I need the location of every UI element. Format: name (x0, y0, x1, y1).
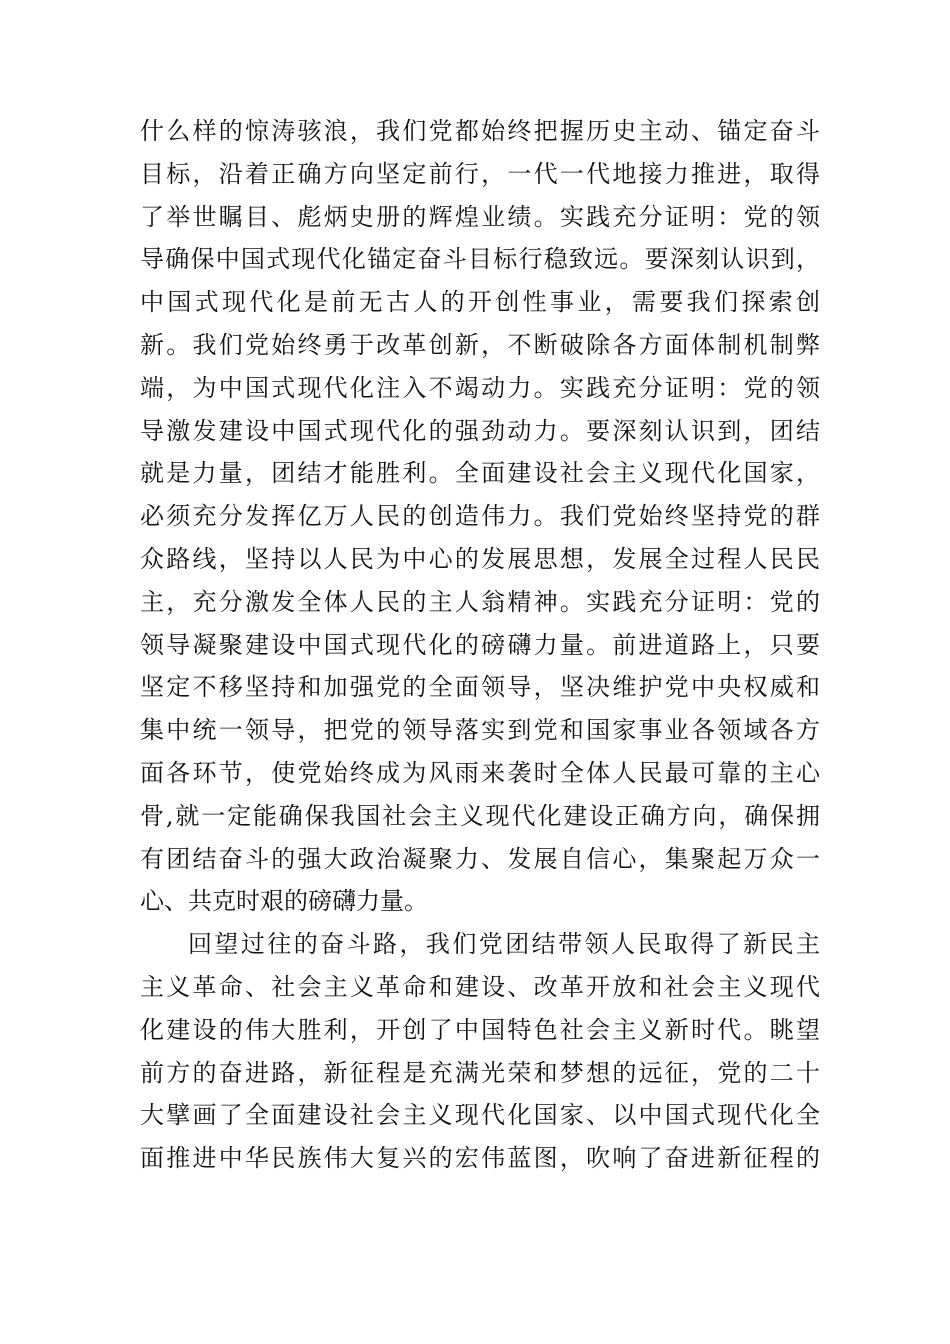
text-line: 什么样的惊涛骇浪，我们党都始终把握历史主动、锚定奋斗 (140, 117, 820, 145)
text-line: 领导凝聚建设中国式现代化的磅礴力量。前进道路上，只要 (140, 630, 820, 659)
text-line: 面推进中华民族伟大复兴的宏伟蓝图，吹响了奋进新征程的 (140, 1144, 820, 1173)
text-line: 主义革命、社会主义革命和建设、改革开放和社会主义现代 (140, 972, 820, 1001)
text-line: 就是力量，团结才能胜利。全面建设社会主义现代化国家， (140, 459, 820, 488)
text-line: 大擘画了全面建设社会主义现代化国家、以中国式现代化全 (140, 1101, 820, 1130)
text-line: 导确保中国式现代化锚定奋斗目标行稳致远。要深刻认识到， (140, 245, 820, 274)
text-line: 坚定不移坚持和加强党的全面领导，坚决维护党中央权威和 (140, 673, 820, 702)
text-line: 端，为中国式现代化注入不竭动力。实践充分证明：党的领 (140, 373, 820, 402)
text-line: 导激发建设中国式现代化的强劲动力。要深刻认识到，团结 (140, 416, 820, 445)
paragraph-2 (140, 923, 820, 1180)
text-line: 前方的奋进路，新征程是充满光荣和梦想的远征，党的二十 (140, 1058, 820, 1087)
body-text (140, 110, 820, 1180)
text-line: 骨,就一定能确保我国社会主义现代化建设正确方向，确保拥 (140, 801, 820, 830)
text-line: 中国式现代化是前无古人的开创性事业，需要我们探索创 (140, 288, 820, 317)
text-line: 目标，沿着正确方向坚定前行，一代一代地接力推进，取得 (140, 159, 820, 188)
text-line: 面各环节，使党始终成为风雨来袭时全体人民最可靠的主心 (140, 758, 820, 787)
text-line: 主，充分激发全体人民的主人翁精神。实践充分证明：党的 (140, 587, 820, 616)
text-line: 新。我们党始终勇于改革创新，不断破除各方面体制机制弊 (140, 330, 820, 359)
text-line: 了举世瞩目、彪炳史册的辉煌业绩。实践充分证明：党的领 (140, 202, 820, 231)
text-line: 集中统一领导，把党的领导落实到党和国家事业各领域各方 (140, 716, 820, 745)
text-line: 必须充分发挥亿万人民的创造伟力。我们党始终坚持党的群 (140, 502, 820, 531)
text-line: 众路线，坚持以人民为中心的发展思想，发展全过程人民民 (140, 544, 820, 573)
text-line: 心、共克时艰的磅礴力量。 (140, 887, 428, 916)
text-line: 化建设的伟大胜利，开创了中国特色社会主义新时代。眺望 (140, 1015, 820, 1044)
text-line: 回望过往的奋斗路，我们党团结带领人民取得了新民主 (188, 930, 820, 959)
text-line: 有团结奋斗的强大政治凝聚力、发展自信心，集聚起万众一 (140, 844, 820, 873)
paragraph-1 (140, 110, 820, 923)
